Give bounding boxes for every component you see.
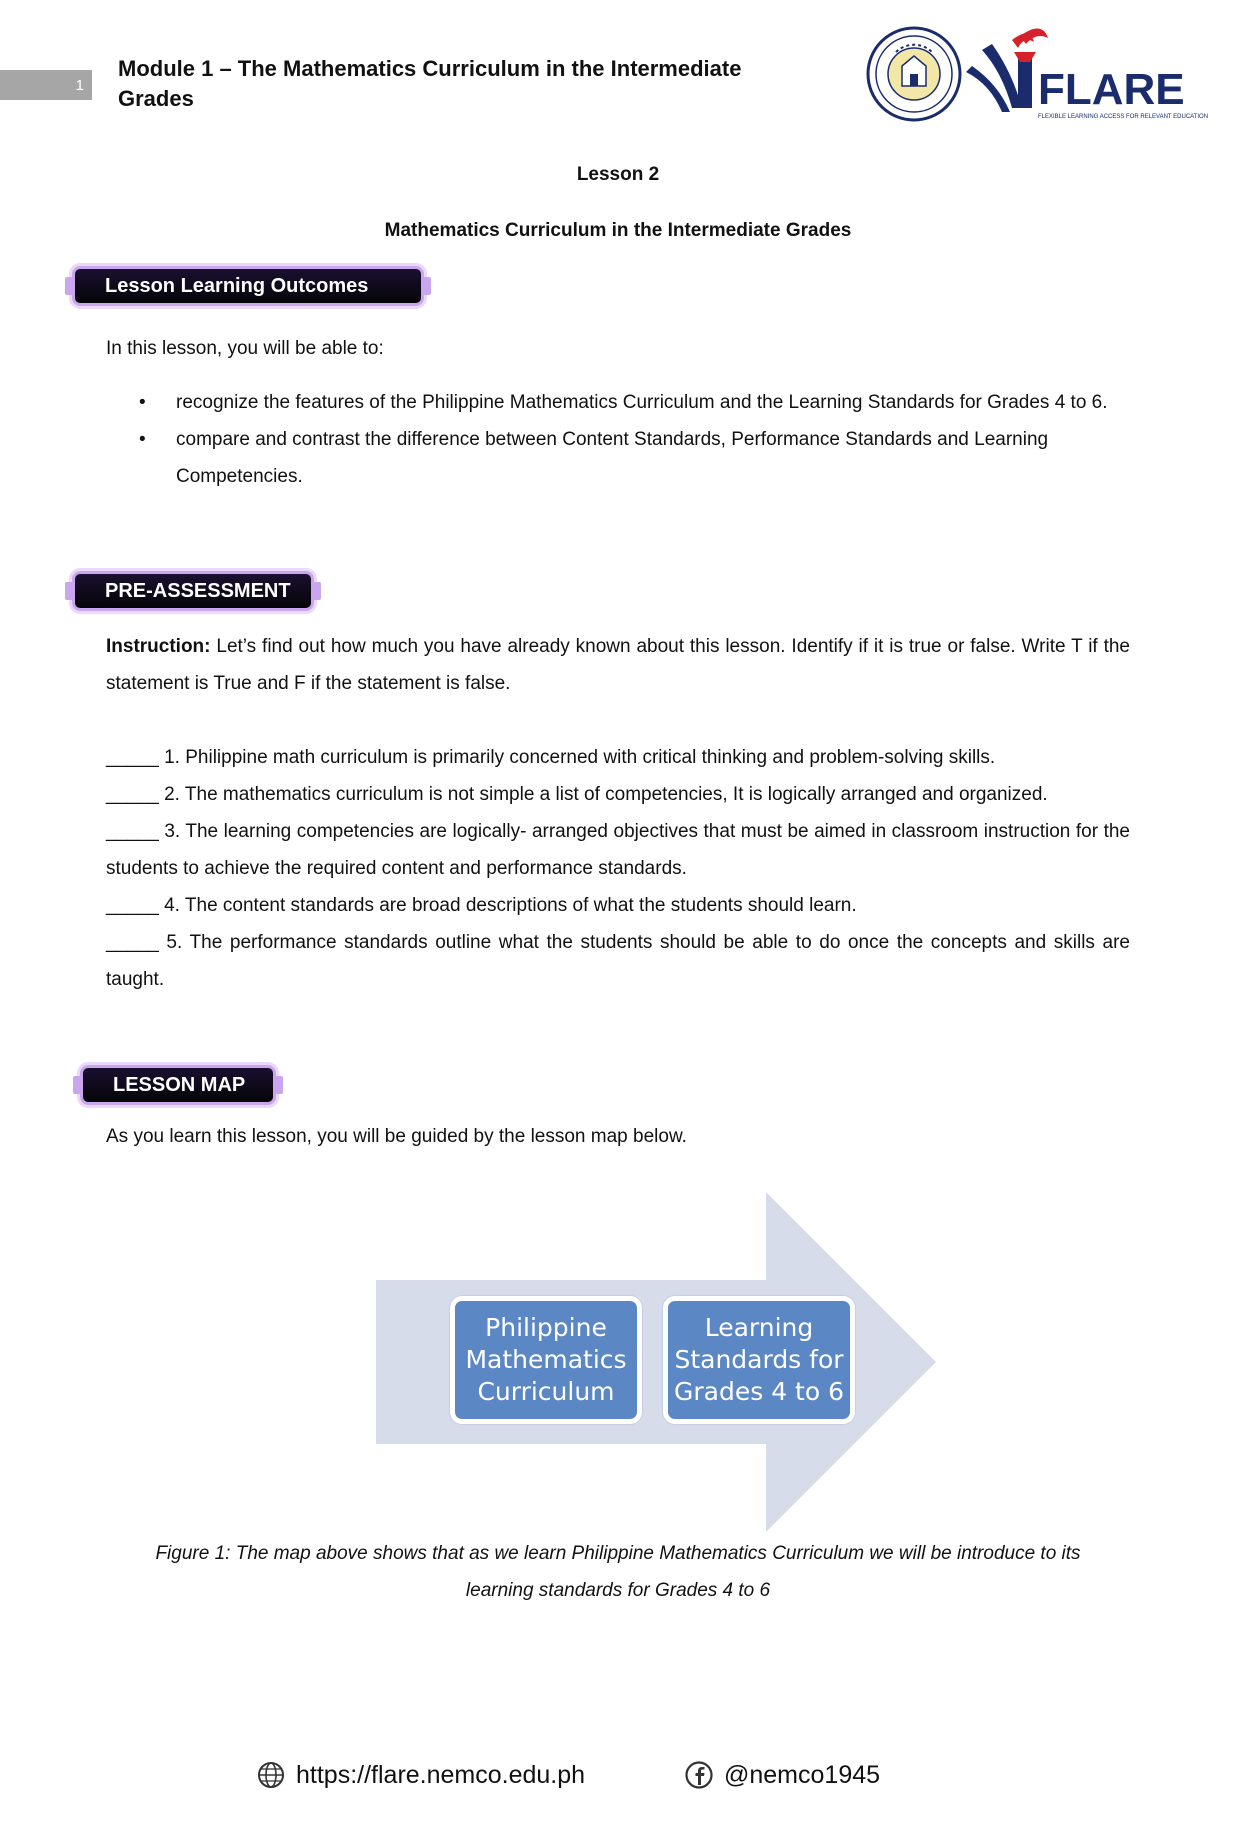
map-box-curriculum: Philippine Mathematics Curriculum (450, 1296, 642, 1424)
lesson-map-intro: As you learn this lesson, you will be guided by the lesson map below. (106, 1126, 687, 1147)
svg-text:FLARE: FLARE (1038, 65, 1185, 114)
footer-website[interactable] (256, 1760, 585, 1790)
question-item: _____ 1. Philippine math curriculum is primarily concerned with critical thinking and problem-solving skills. (106, 747, 996, 768)
instruction-paragraph (106, 628, 1130, 702)
pre-assessment-banner (72, 571, 314, 611)
social-handle[interactable]: @nemco1945 (724, 1760, 881, 1789)
question-list (106, 739, 1130, 998)
facebook-icon (684, 1760, 714, 1790)
lesson-map-banner (80, 1065, 276, 1105)
bullet-icon: • (139, 392, 146, 413)
question-item: _____ 5. The performance standards outline what the students should be able to do once the concepts and skills are taught. (106, 932, 1130, 990)
lesson-number: Lesson 2 (576, 164, 660, 185)
logo-header (862, 22, 1209, 126)
instruction-text: Let’s find out how much you have already known about this lesson. Identify if it is true or false. Write T if the statement is True and F if the statement is false. (106, 636, 1130, 694)
lesson-map-diagram (370, 1192, 940, 1532)
lesson-map-banner-label: LESSON MAP (113, 1073, 246, 1096)
pre-assessment-banner-label: PRE-ASSESSMENT (105, 579, 291, 602)
list-item: • compare and contrast the difference between Content Standards, Performance Standards and Learning Competencies. (106, 421, 1130, 495)
question-item: _____ 3. The learning competencies are logically- arranged objectives that must be aimed in classroom instruction for the students to achieve the required content and performance standards. (106, 821, 1130, 879)
page-number: 1 (0, 70, 92, 100)
lesson-title: Mathematics Curriculum in the Intermediate Grades (384, 220, 852, 241)
globe-icon (256, 1760, 286, 1790)
figure-caption: Figure 1: The map above shows that as we learn Philippine Mathematics Curriculum we will be introduce to its learning standards for Grades 4 to 6 (155, 1543, 1081, 1601)
question-item: _____ 4. The content standards are broad descriptions of what the students should learn. (106, 895, 857, 916)
learning-outcomes-banner (72, 266, 424, 306)
list-item: • recognize the features of the Philippine Mathematics Curriculum and the Learning Standards for Grades 4 to 6. (106, 384, 1130, 421)
footer-social[interactable] (684, 1760, 880, 1790)
website-link[interactable]: https://flare.nemco.edu.ph (296, 1760, 586, 1789)
school-seal-and-flare-logo (862, 22, 1209, 126)
module-title: Module 1 – The Mathematics Curriculum in the Intermediate Grades (118, 56, 742, 111)
outcomes-intro: In this lesson, you will be able to: (106, 338, 384, 359)
question-item: _____ 2. The mathematics curriculum is not simple a list of competencies, It is logically arranged and organized. (106, 784, 1048, 805)
instruction-label: Instruction: (106, 636, 211, 657)
learning-outcomes-banner-label: Lesson Learning Outcomes (105, 274, 369, 297)
bullet-icon: • (139, 429, 146, 450)
svg-text:FLEXIBLE LEARNING ACCESS FOR R: FLEXIBLE LEARNING ACCESS FOR RELEVANT EDUCATION (1038, 114, 1209, 120)
map-box-standards: Learning Standards for Grades 4 to 6 (663, 1296, 855, 1424)
outcomes-list (106, 384, 1130, 495)
